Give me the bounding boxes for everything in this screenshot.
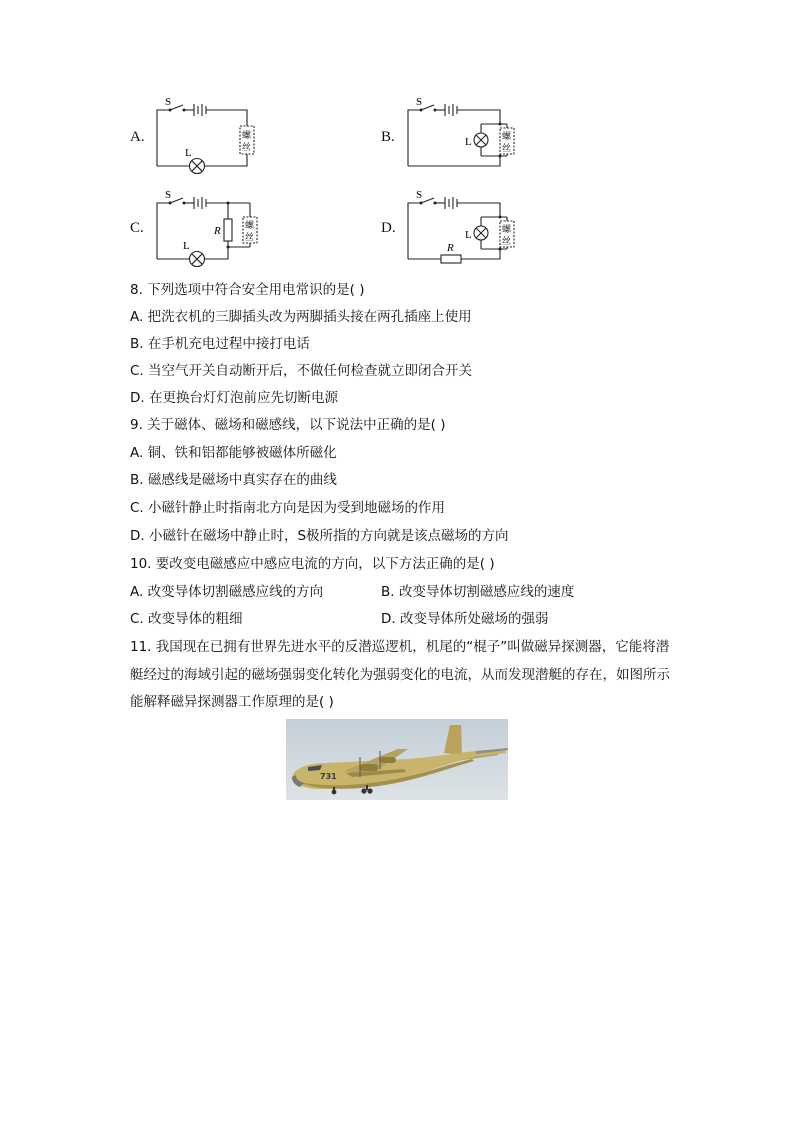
screw-label-1: 螺 [502, 132, 512, 142]
resistor-label: R [447, 242, 454, 254]
aircraft-marking: 731 [320, 772, 337, 781]
question-9-stem: 9. 关于磁体、磁场和磁感线，以下说法中正确的是( ) [130, 417, 446, 433]
circuit-a-label: A. [130, 129, 145, 145]
circuit-diagram-c [150, 187, 270, 269]
question-8-option-a: A. 把洗衣机的三脚插头改为两脚插头接在两孔插座上使用 [130, 309, 472, 325]
circuit-diagram-b [401, 96, 521, 178]
question-9-option-b: B. 磁感线是磁场中真实存在的曲线 [130, 472, 337, 488]
screw-label-2: 丝 [502, 237, 512, 247]
question-10-stem: 10. 要改变电磁感应中感应电流的方向，以下方法正确的是( ) [130, 556, 495, 572]
lamp-label: L [465, 229, 472, 241]
question-11-line-2: 艇经过的海域引起的磁场强弱变化转化为强弱变化的电流，从而发现潜艇的存在，如图所示 [130, 667, 670, 683]
switch-label: S [416, 189, 423, 201]
switch-label: S [165, 96, 172, 108]
screw-label-1: 螺 [242, 131, 252, 141]
screw-label-1: 螺 [502, 225, 512, 235]
screw-label-1: 螺 [245, 221, 255, 231]
screw-label-2: 丝 [242, 143, 252, 153]
patrol-aircraft-photo [286, 719, 508, 800]
lamp-label: L [185, 147, 192, 159]
question-8-option-c: C. 当空气开关自动断开后，不做任何检查就立即闭合开关 [130, 363, 473, 379]
resistor-label: R [214, 225, 221, 237]
lamp-label: L [183, 240, 190, 252]
circuit-c-label: C. [130, 220, 144, 236]
question-10-option-d: D. 改变导体所处磁场的强弱 [381, 611, 549, 627]
screw-label-2: 丝 [245, 233, 255, 243]
screw-label-2: 丝 [502, 144, 512, 154]
question-10-option-a: A. 改变导体切割磁感应线的方向 [130, 584, 324, 600]
switch-label: S [165, 189, 172, 201]
lamp-label: L [465, 136, 472, 148]
question-11-line-1: 11. 我国现在已拥有世界先进水平的反潜巡逻机，机尾的“棍子”叫做磁异探测器，它能将潜 [130, 639, 670, 655]
circuit-b-label: B. [381, 129, 395, 145]
question-10-option-c: C. 改变导体的粗细 [130, 611, 243, 627]
question-9-option-a: A. 铜、铁和铝都能够被磁体所磁化 [130, 445, 337, 461]
question-8-stem: 8. 下列选项中符合安全用电常识的是( ) [130, 282, 365, 298]
circuit-diagram-d [401, 187, 521, 269]
circuit-diagram-a [150, 96, 270, 178]
circuit-d-label: D. [381, 220, 396, 236]
question-10-option-b: B. 改变导体切割磁感应线的速度 [381, 584, 575, 600]
question-8-option-d: D. 在更换台灯灯泡前应先切断电源 [130, 390, 338, 406]
question-9-option-d: D. 小磁针在磁场中静止时，S极所指的方向就是该点磁场的方向 [130, 528, 509, 544]
question-11-line-3: 能解释磁异探测器工作原理的是( ) [130, 694, 334, 710]
question-9-option-c: C. 小磁针静止时指南北方向是因为受到地磁场的作用 [130, 500, 446, 516]
switch-label: S [416, 96, 423, 108]
question-8-option-b: B. 在手机充电过程中接打电话 [130, 336, 310, 352]
